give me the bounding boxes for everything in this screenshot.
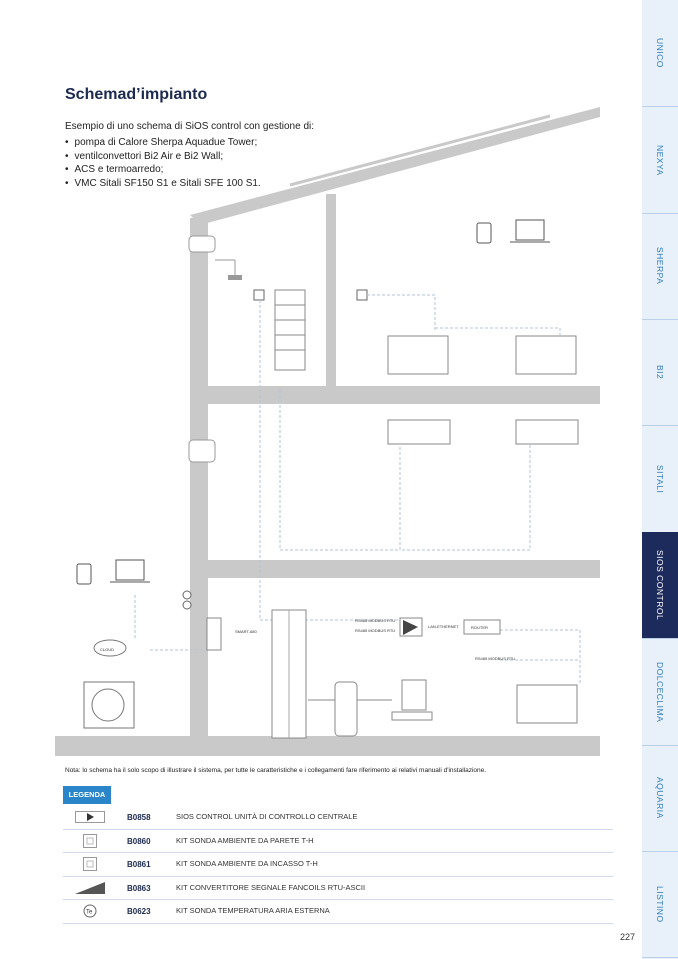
legend-badge: LEGENDA (63, 786, 111, 804)
page-number: 227 (620, 932, 636, 942)
legend-code: B0861 (127, 860, 151, 870)
signal-wire (435, 328, 560, 335)
outer-wall (190, 218, 208, 755)
legend-code: B0858 (127, 813, 151, 822)
shower-head (228, 275, 242, 280)
list-item: • ventilconvettori Bi2 Air e Bi2 Wall; (65, 150, 261, 164)
smart-label: SMART-680 (235, 629, 257, 634)
table-row (63, 806, 613, 830)
legend-desc: KIT CONVERTITORE SEGNALE FANCOILS RTU-ASCII (176, 882, 366, 892)
laptop-icon (116, 560, 144, 580)
table-row (63, 830, 613, 854)
wall-fancoil (516, 420, 578, 444)
play-triangle-icon (73, 810, 107, 824)
modbus-label: RS485 MODBUS RTU (355, 618, 396, 623)
disclaimer-note: Nota: lo schema ha il solo scopo di illustrare il sistema, per tutte le caratteristiche e i collegamenti fare riferimento ai relativi manuali d'installazione. (65, 767, 487, 774)
fancoil-unit (517, 685, 577, 723)
converter-ramp-icon (73, 881, 107, 895)
legend-table (63, 806, 613, 924)
signal-wire (400, 445, 530, 550)
te-sensor-icon (73, 904, 107, 918)
lan-label: LAN-ETHERNET (428, 624, 459, 629)
roof (190, 107, 600, 225)
vmc-vent (189, 236, 215, 252)
section-sidebar (642, 0, 678, 959)
signal-wire (280, 390, 400, 550)
intro-text: Esempio di uno schema di SiOS control con gestione di: (65, 121, 315, 132)
ground-slab (55, 736, 600, 756)
wall-sensor-icon (73, 834, 107, 848)
legend-code: B0863 (127, 883, 151, 893)
table-row (63, 853, 613, 877)
cloud-label: CLOUD (100, 647, 115, 652)
wall-sensor (357, 290, 367, 300)
towel-warmer (275, 290, 305, 370)
wall-sensor (254, 290, 264, 300)
table-row (63, 877, 613, 901)
tablet-icon (477, 223, 491, 243)
router-label: ROUTER (471, 625, 488, 630)
water-heater (402, 680, 426, 710)
converter-icon (403, 620, 418, 635)
tab-dolceclima[interactable]: DOLCECLIMA (642, 639, 678, 746)
external-sensor (183, 601, 191, 609)
list-item: • VMC Sitali SF150 S1 e Sitali SFE 100 S1. (65, 177, 261, 191)
interior-wall (326, 194, 336, 386)
external-sensor (183, 591, 191, 599)
vmc-vent (189, 440, 215, 462)
tab-sitali[interactable]: SITALI (642, 426, 678, 533)
tab-listino[interactable]: LISTINO (642, 851, 678, 958)
tab-bi2[interactable]: BI2 (642, 319, 678, 426)
sios-controller (207, 618, 221, 650)
svg-text:Te: Te (86, 909, 93, 916)
modbus-label: RS485 MODBUS RTU (475, 656, 516, 661)
legend-desc: KIT SONDA AMBIENTE DA PARETE T-H (176, 835, 314, 845)
tab-nexya[interactable]: NEXYA (642, 107, 678, 214)
legend-code: B0623 (127, 907, 151, 917)
laptop-icon (516, 220, 544, 240)
storage-tank (335, 682, 357, 736)
signal-wire (500, 660, 580, 685)
flush-sensor-icon (73, 857, 107, 871)
table-row (63, 900, 613, 924)
signal-wire (367, 295, 435, 330)
solar-panel (290, 116, 550, 185)
tab-sios-control[interactable]: SIOS CONTROL (642, 532, 678, 639)
legend-desc: KIT SONDA AMBIENTE DA INCASSO T-H (176, 859, 318, 869)
tab-aquaria[interactable]: AQUARIA (642, 745, 678, 852)
system-diagram (50, 100, 610, 765)
legend-code: B0860 (127, 836, 151, 846)
legend-desc: KIT SONDA TEMPERATURA ARIA ESTERNA (176, 906, 330, 916)
list-item: • pompa di Calore Sherpa Aquadue Tower; (65, 136, 261, 150)
fancoil-unit (388, 336, 448, 374)
tab-unico[interactable]: UNICO (642, 0, 678, 107)
list-item: • ACS e termoarredo; (65, 163, 261, 177)
fancoil-unit (516, 336, 576, 374)
modbus-label: RS485 MODBUS RTU (355, 628, 396, 633)
tablet-icon (77, 564, 91, 584)
wall-fancoil (388, 420, 450, 444)
page-title: Schemad’impianto (65, 86, 208, 103)
tab-sherpa[interactable]: SHERPA (642, 213, 678, 320)
legend-desc: SIOS CONTROL UNITÀ DI CONTROLLO CENTRALE (176, 812, 358, 821)
